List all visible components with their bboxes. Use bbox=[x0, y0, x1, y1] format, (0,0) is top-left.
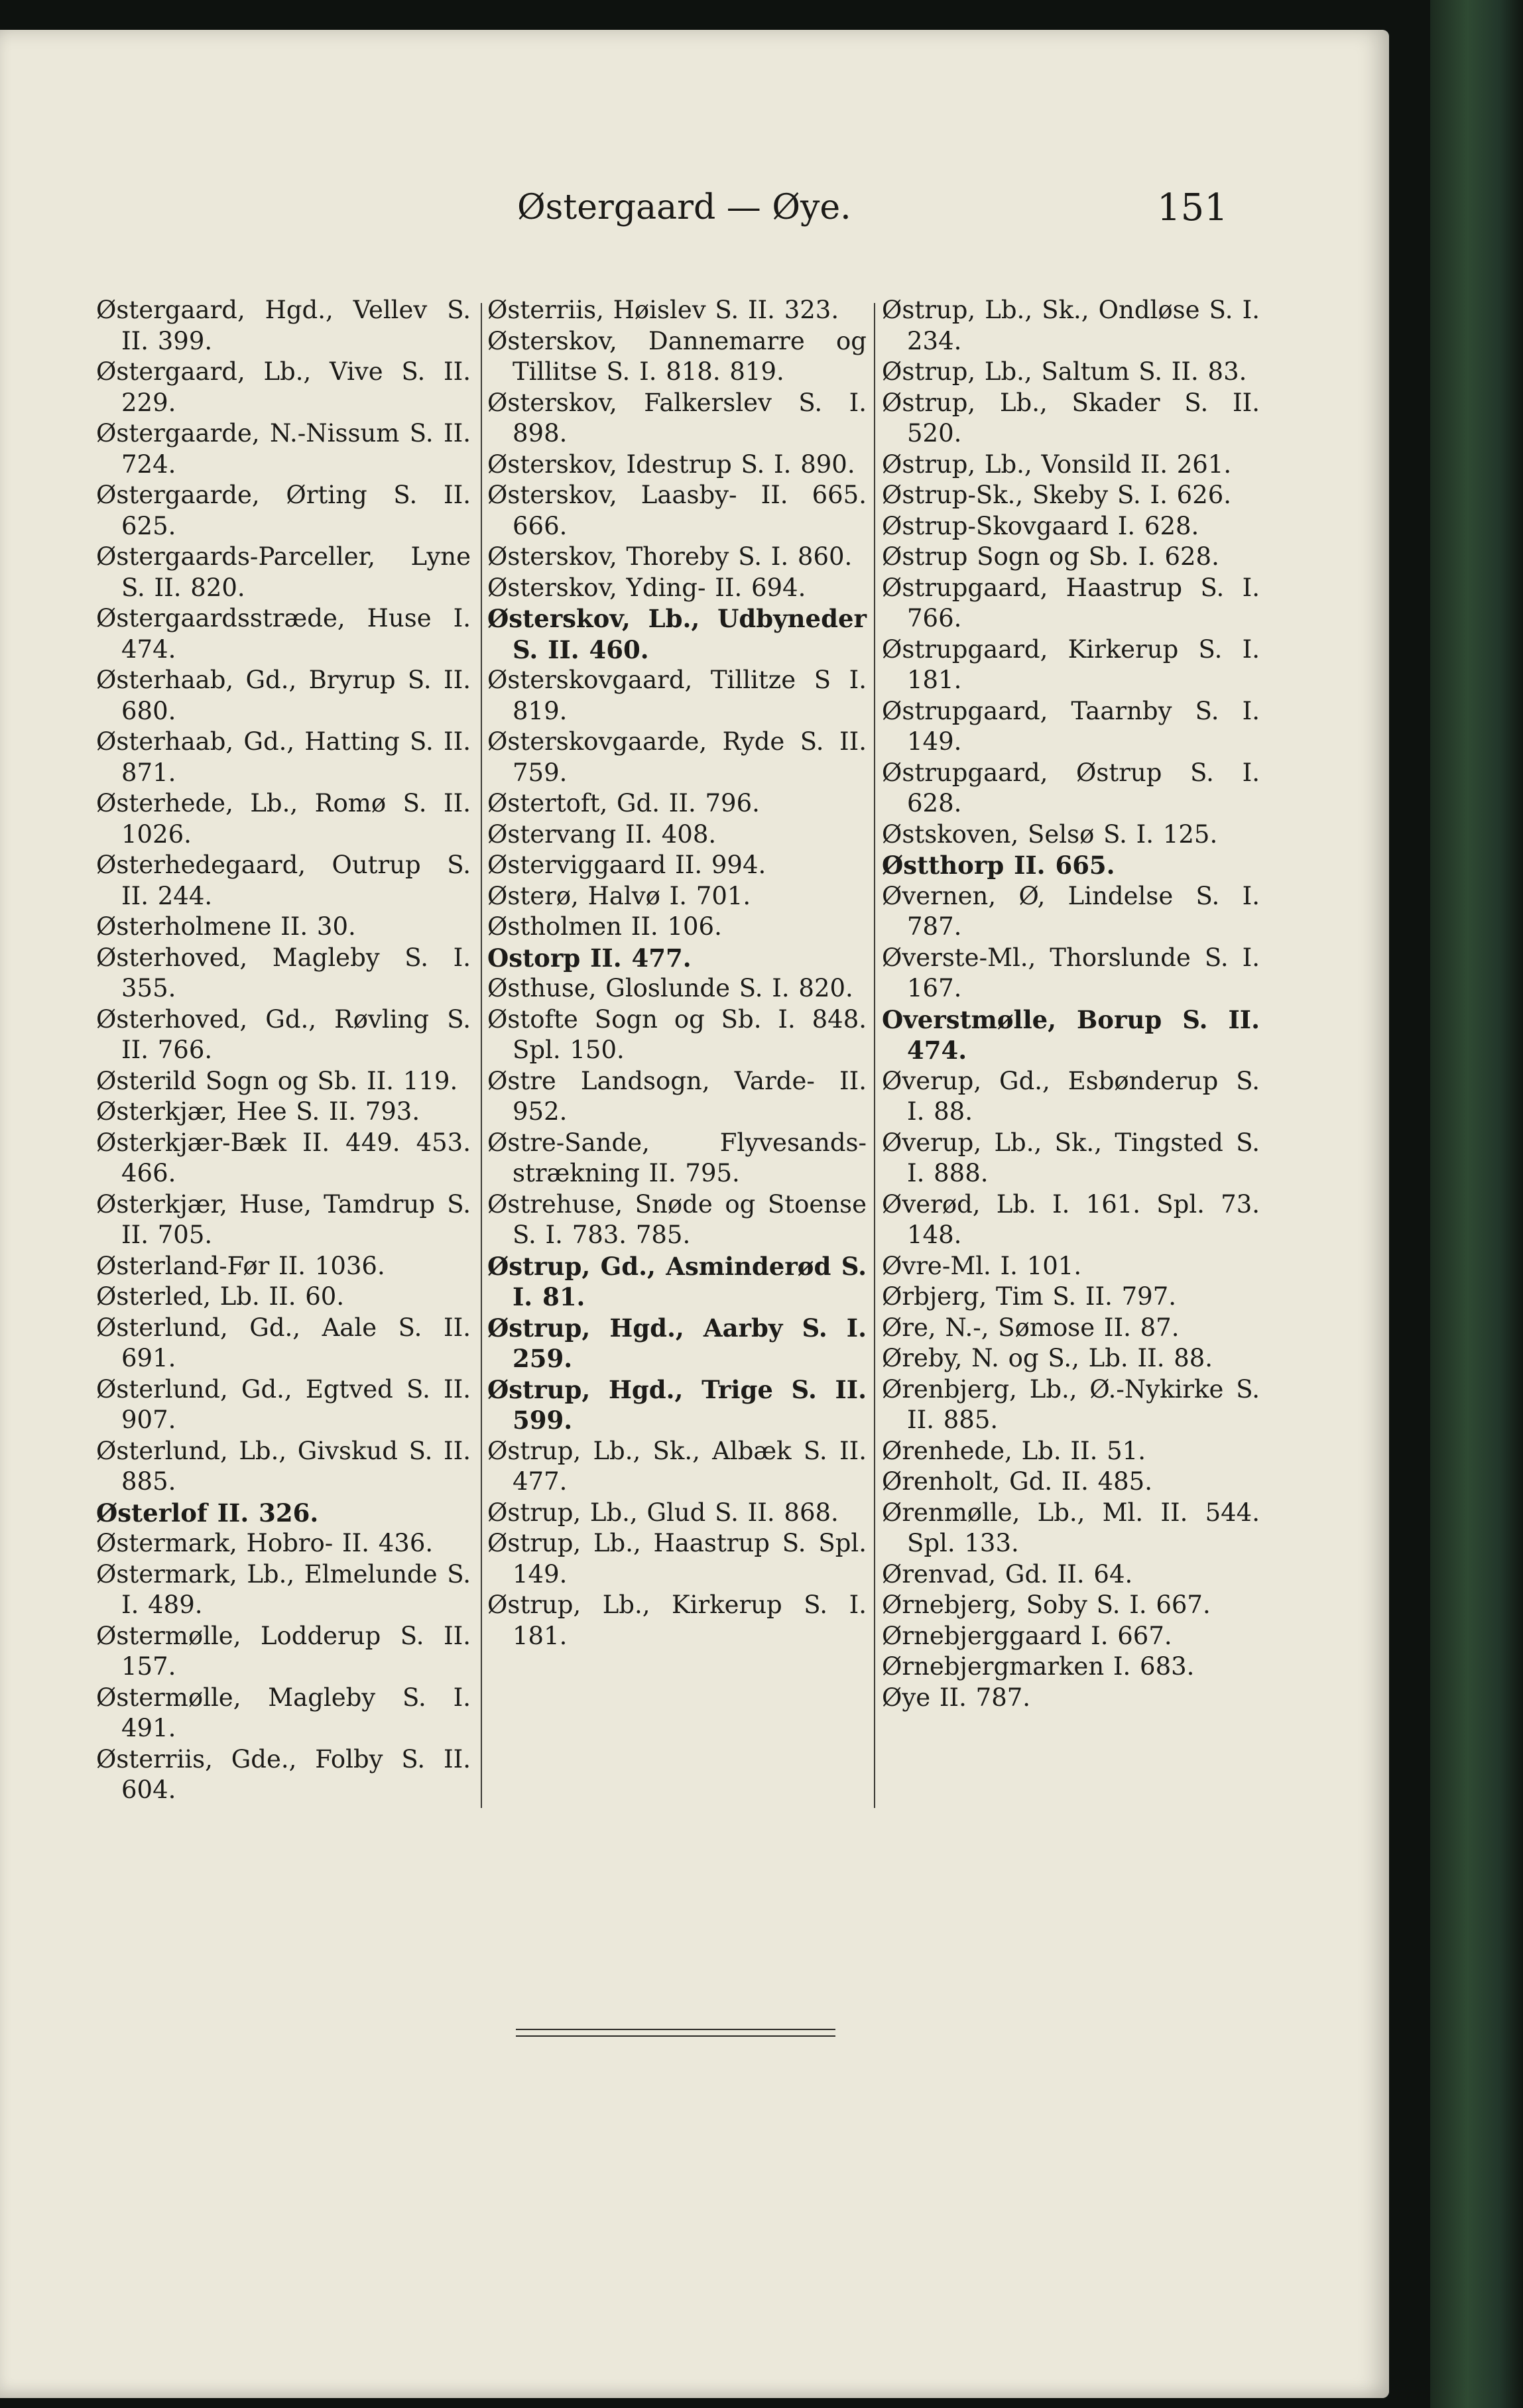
index-entry: Østermark, Lb., Elmelunde S. I. 489. bbox=[96, 1559, 471, 1619]
index-entry: Overstmølle, Borup S. II. 474. bbox=[882, 1004, 1260, 1065]
end-double-rule bbox=[516, 2029, 835, 2037]
index-entry: Østerkjær, Hee S. II. 793. bbox=[96, 1097, 420, 1126]
index-entry: Østrup-Skovgaard I. 628. bbox=[882, 511, 1199, 540]
index-entry: Østerhoved, Magleby S. I. 355. bbox=[96, 943, 471, 1002]
index-entry: Østrup-Sk., Skeby S. I. 626. bbox=[882, 481, 1232, 509]
index-entry: Østerlund, Lb., Givskud S. II. 885. bbox=[96, 1436, 471, 1496]
index-entry: Østerø, Halvø I. 701. bbox=[487, 881, 751, 910]
index-entry: Østerlund, Gd., Egtved S. II. 907. bbox=[96, 1374, 471, 1434]
index-entry: Østergaard, Lb., Vive S. II. 229. bbox=[96, 357, 471, 417]
index-entry: Øvernen, Ø, Lindelse S. I. 787. bbox=[882, 881, 1260, 941]
index-column-3 bbox=[882, 295, 1260, 1713]
index-entry: Øverød, Lb. I. 161. Spl. 73. 148. bbox=[882, 1189, 1260, 1249]
index-entry: Østerskov, Idestrup S. I. 890. bbox=[487, 450, 855, 479]
index-entry: Østrup, Lb., Sk., Ondløse S. I. 234. bbox=[882, 296, 1260, 355]
index-entry: Ostorp II. 477. bbox=[487, 943, 692, 973]
index-entry: Østhuse, Gloslunde S. I. 820. bbox=[487, 974, 853, 1002]
index-entry: Østerlund, Gd., Aale S. II. 691. bbox=[96, 1313, 471, 1372]
index-entry: Østerkjær-Bæk II. 449. 453. 466. bbox=[96, 1128, 471, 1187]
index-entry: Østrup Sogn og Sb. I. 628. bbox=[882, 542, 1219, 571]
index-entry: Østerkjær, Huse, Tamdrup S. II. 705. bbox=[96, 1189, 471, 1249]
index-entry: Østerskovgaarde, Ryde S. II. 759. bbox=[487, 727, 867, 787]
index-entry: Østerholmene II. 30. bbox=[96, 912, 356, 941]
index-entry: Østrup, Gd., Asminderød S. I. 81. bbox=[487, 1251, 867, 1311]
index-entry: Ørnebjerg, Soby S. I. 667. bbox=[882, 1591, 1211, 1619]
index-entry: Østerland-Før II. 1036. bbox=[96, 1251, 385, 1280]
index-entry: Østerhoved, Gd., Røvling S. II. 766. bbox=[96, 1004, 471, 1064]
index-entry: Østergaards-Parceller, Lyne S. II. 820. bbox=[96, 542, 471, 602]
book-cover-edge bbox=[1430, 0, 1523, 2408]
index-entry: Øverup, Gd., Esbønderup S. I. 88. bbox=[882, 1066, 1260, 1126]
index-entry: Østholmen II. 106. bbox=[487, 912, 722, 941]
index-entry: Østskoven, Selsø S. I. 125. bbox=[882, 819, 1218, 849]
index-entry: Østrup, Lb., Skader S. II. 520. bbox=[882, 388, 1260, 448]
index-entry: Østerhedegaard, Outrup S. II. 244. bbox=[96, 851, 471, 910]
column-divider bbox=[481, 303, 482, 1808]
index-entry: Østermark, Hobro- II. 436. bbox=[96, 1529, 434, 1557]
index-entry: Østrupgaard, Taarnby S. I. 149. bbox=[882, 696, 1260, 756]
index-entry: Øye II. 787. bbox=[882, 1683, 1031, 1712]
index-entry: Østergaard, Hgd., Vellev S. II. 399. bbox=[96, 296, 471, 355]
index-entry: Østerskov, Yding- II. 694. bbox=[487, 573, 806, 602]
index-entry: Østrehuse, Snøde og Stoense S. I. 783. 785. bbox=[487, 1189, 867, 1249]
index-entry: Østerhede, Lb., Romø S. II. 1026. bbox=[96, 789, 471, 849]
index-entry: Østerskovgaard, Tillitze S I. 819. bbox=[487, 666, 867, 725]
index-column-1 bbox=[96, 295, 471, 1806]
index-entry: Øverup, Lb., Sk., Tingsted S. I. 888. bbox=[882, 1128, 1260, 1187]
index-entry: Østrup, Lb., Sk., Albæk S. II. 477. bbox=[487, 1436, 867, 1496]
index-entry: Østrup, Lb., Saltum S. II. 83. bbox=[882, 357, 1247, 386]
index-entry: Østerskov, Falkerslev S. I. 898. bbox=[487, 388, 867, 448]
index-entry: Ørenbjerg, Lb., Ø.-Nykirke S. II. 885. bbox=[882, 1374, 1260, 1434]
index-entry: Østerviggaard II. 994. bbox=[487, 851, 766, 879]
index-entry: Østermølle, Magleby S. I. 491. bbox=[96, 1683, 471, 1742]
index-entry: Østergaardsstræde, Huse I. 474. bbox=[96, 604, 471, 664]
running-head: Østergaard — Øye. bbox=[517, 188, 851, 227]
index-entry: Østerriis, Høislev S. II. 323. bbox=[487, 296, 839, 324]
page-number: 151 bbox=[1157, 186, 1228, 229]
index-entry: Ørenhede, Lb. II. 51. bbox=[882, 1436, 1146, 1465]
index-entry: Østerriis, Gde., Folby S. II. 604. bbox=[96, 1744, 471, 1804]
index-entry: Østthorp II. 665. bbox=[882, 851, 1115, 880]
index-entry: Øvre-Ml. I. 101. bbox=[882, 1251, 1082, 1280]
book-page bbox=[0, 30, 1389, 2398]
index-entry: Østerskov, Lb., Udbyneder S. II. 460. bbox=[487, 604, 867, 664]
index-entry: Ørnebjerggaard I. 667. bbox=[882, 1621, 1172, 1650]
index-entry: Østrup, Lb., Vonsild II. 261. bbox=[882, 450, 1232, 479]
index-entry: Østerled, Lb. II. 60. bbox=[96, 1282, 345, 1311]
index-entry: Østrup, Hgd., Trige S. II. 599. bbox=[487, 1374, 867, 1435]
index-entry: Østermølle, Lodderup S. II. 157. bbox=[96, 1621, 471, 1681]
index-entry: Østre-Sande, Flyvesands-strækning II. 795. bbox=[487, 1128, 867, 1187]
index-entry: Ørenholt, Gd. II. 485. bbox=[882, 1467, 1152, 1496]
index-entry: Østrup, Hgd., Aarby S. I. 259. bbox=[487, 1313, 867, 1373]
index-column-2 bbox=[487, 295, 867, 1652]
index-entry: Øverste-Ml., Thorslunde S. I. 167. bbox=[882, 943, 1260, 1002]
index-entry: Østrup, Lb., Haastrup S. Spl. 149. bbox=[487, 1529, 867, 1589]
index-entry: Østerskov, Dannemarre og Tillitse S. I. 818. 819. bbox=[487, 326, 867, 386]
index-entry: Østergaarde, N.-Nissum S. II. 724. bbox=[96, 419, 471, 479]
index-entry: Østerskov, Thoreby S. I. 860. bbox=[487, 542, 853, 571]
index-entry: Øreby, N. og S., Lb. II. 88. bbox=[882, 1344, 1213, 1372]
index-entry: Østervang II. 408. bbox=[487, 819, 717, 849]
index-entry: Østrup, Lb., Kirkerup S. I. 181. bbox=[487, 1591, 867, 1650]
index-entry: Østerhaab, Gd., Hatting S. II. 871. bbox=[96, 727, 471, 787]
index-entry: Østertoft, Gd. II. 796. bbox=[487, 789, 760, 817]
index-entry: Østrupgaard, Kirkerup S. I. 181. bbox=[882, 634, 1260, 694]
index-entry: Ørnebjergmarken I. 683. bbox=[882, 1652, 1195, 1681]
index-entry: Østerskov, Laasby- II. 665. 666. bbox=[487, 481, 867, 540]
index-entry: Østerhaab, Gd., Bryrup S. II. 680. bbox=[96, 666, 471, 725]
index-entry: Østofte Sogn og Sb. I. 848. Spl. 150. bbox=[487, 1004, 867, 1064]
index-entry: Øre, N.-, Sømose II. 87. bbox=[882, 1313, 1180, 1342]
index-entry: Østerild Sogn og Sb. II. 119. bbox=[96, 1066, 458, 1095]
index-entry: Ørbjerg, Tim S. II. 797. bbox=[882, 1282, 1177, 1311]
index-entry: Ørenmølle, Lb., Ml. II. 544. Spl. 133. bbox=[882, 1498, 1260, 1557]
index-entry: Østrupgaard, Haastrup S. I. 766. bbox=[882, 573, 1260, 632]
index-entry: Ørenvad, Gd. II. 64. bbox=[882, 1559, 1133, 1589]
index-entry: Østrup, Lb., Glud S. II. 868. bbox=[487, 1498, 839, 1527]
index-entry: Østerlof II. 326. bbox=[96, 1498, 319, 1528]
index-entry: Østre Landsogn, Varde- II. 952. bbox=[487, 1066, 867, 1126]
index-entry: Østrupgaard, Østrup S. I. 628. bbox=[882, 758, 1260, 817]
column-divider bbox=[874, 303, 875, 1808]
index-entry: Østergaarde, Ørting S. II. 625. bbox=[96, 481, 471, 540]
